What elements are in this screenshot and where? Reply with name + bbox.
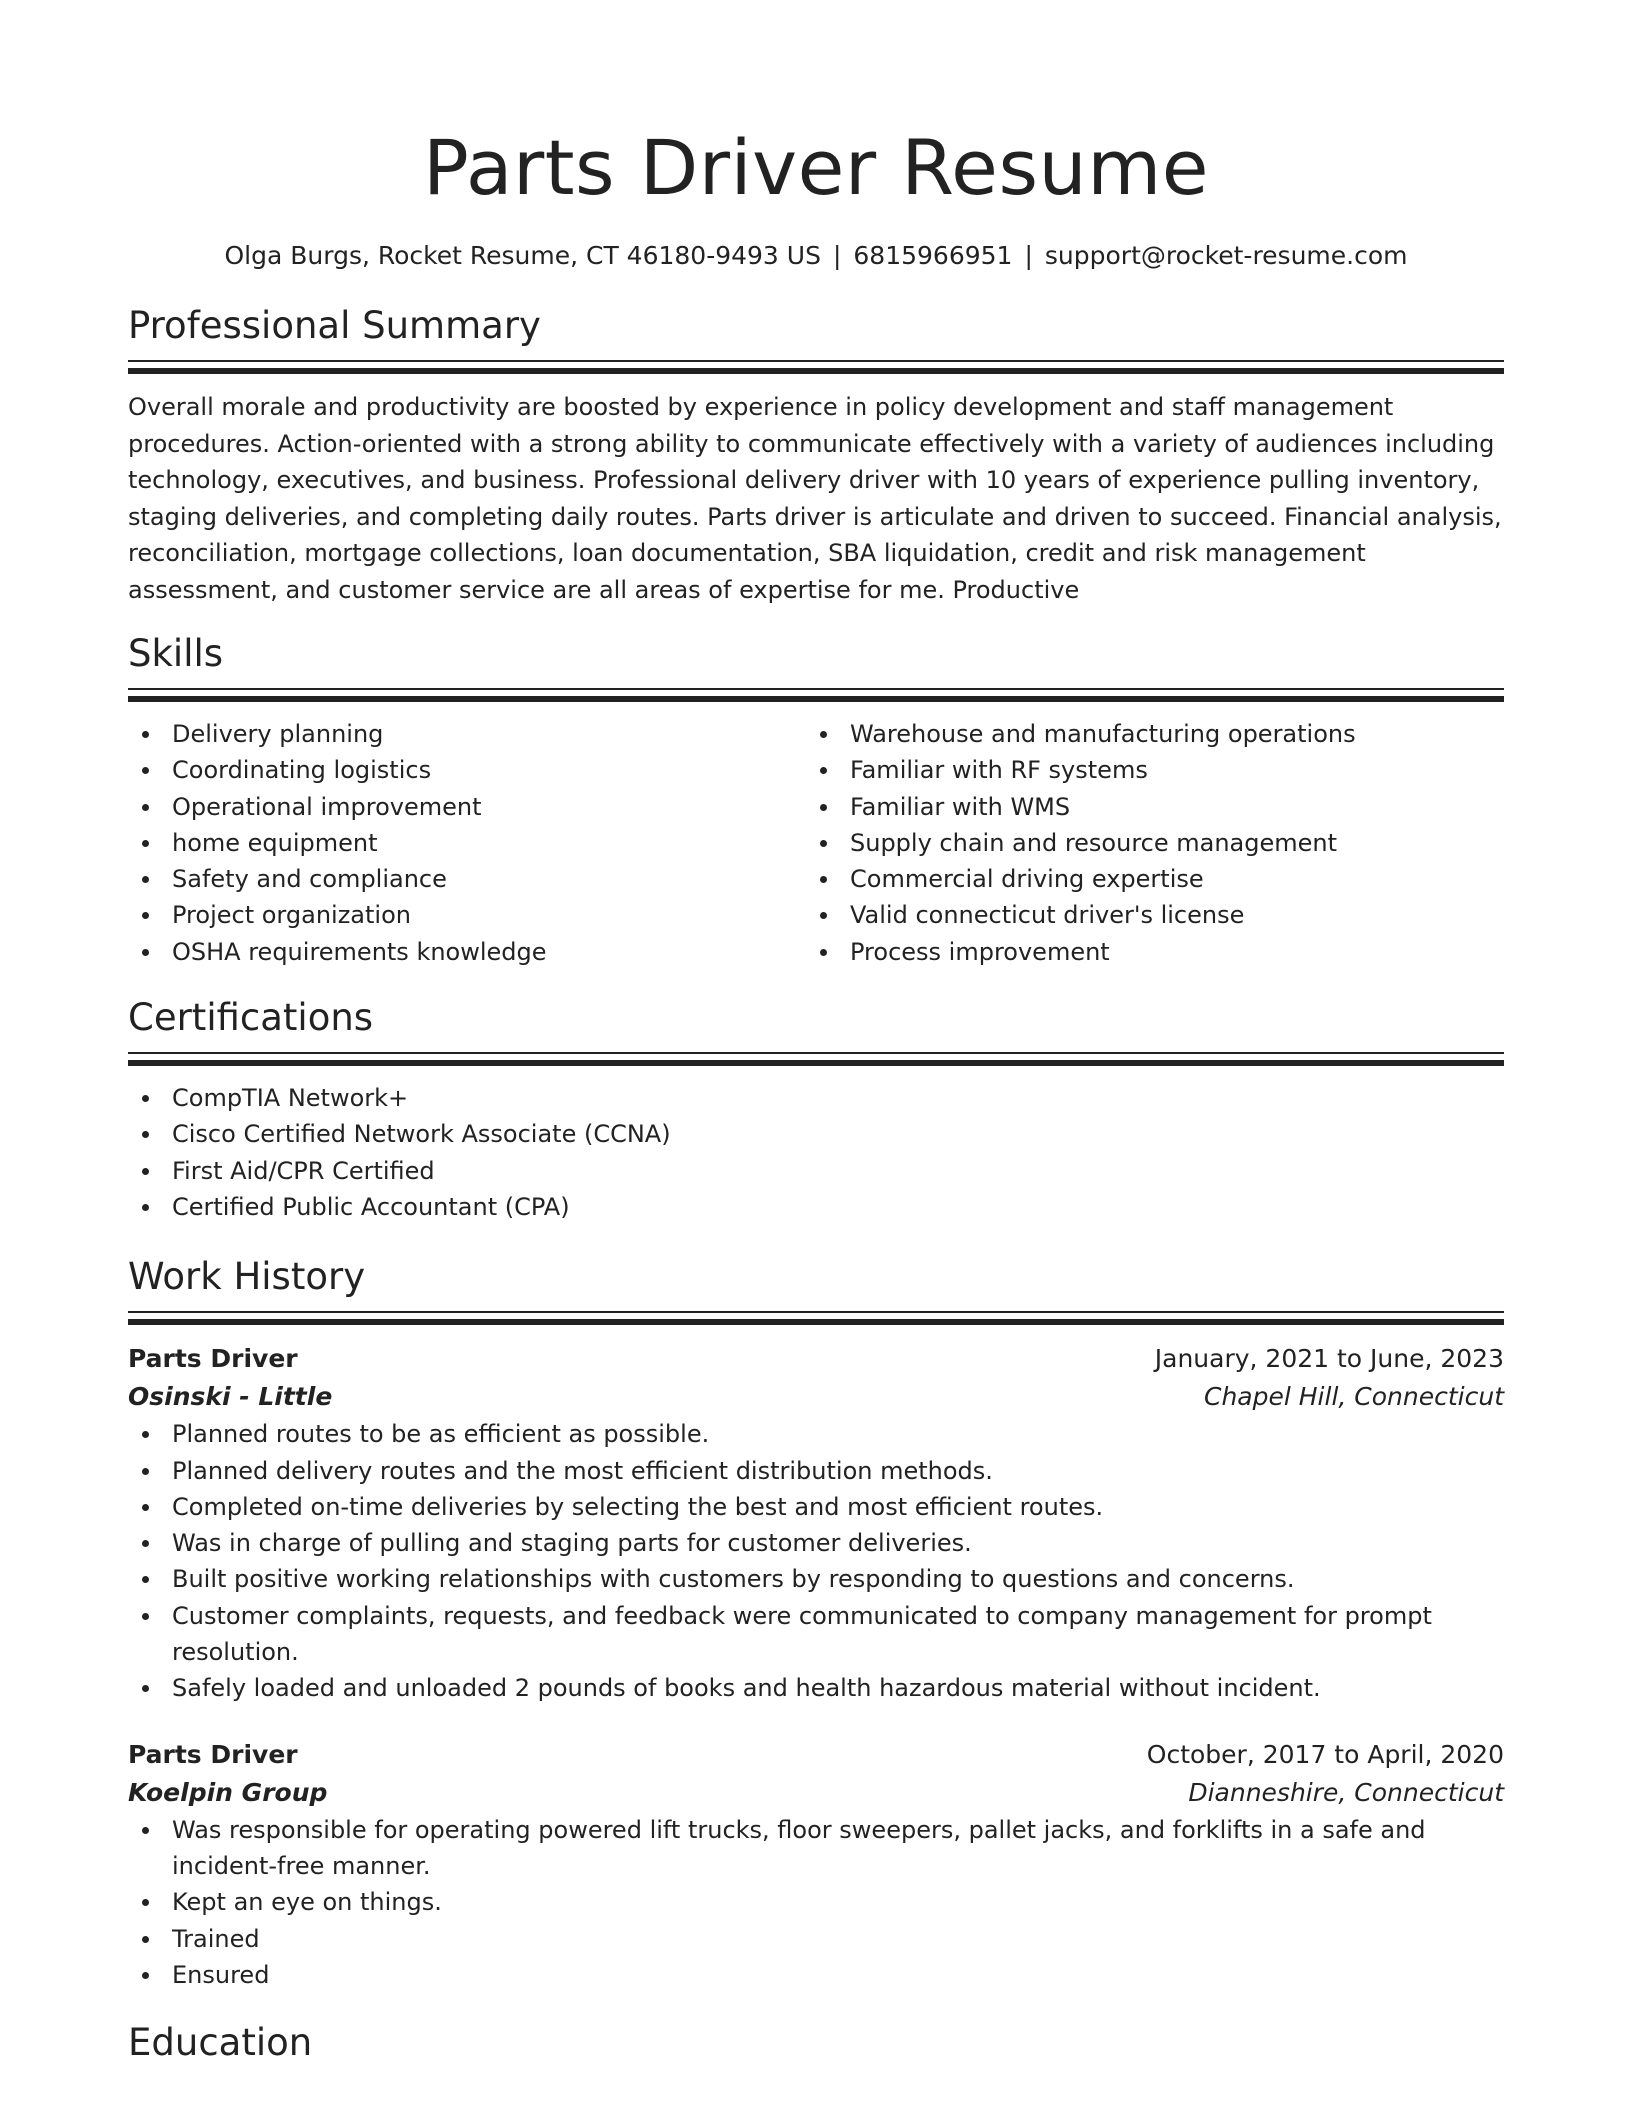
job-header (128, 1736, 1504, 1774)
skill-item: Familiar with RF systems (806, 752, 1484, 788)
job-dates: January, 2021 to June, 2023 (1154, 1344, 1504, 1374)
job-duty-item: Ensured (128, 1957, 1504, 1993)
section-heading-education: Education (128, 2021, 313, 2065)
contact-separator: | (1024, 241, 1033, 270)
contact-address: Olga Burgs, Rocket Resume, CT 46180-9493 US (224, 241, 821, 270)
job-duty-item: Was responsible for operating powered lift trucks, floor sweepers, pallet jacks, and forklifts in a safe and incident-free manner. (128, 1812, 1504, 1885)
section-heading-skills: Skills (128, 632, 224, 675)
section-heading-work-history: Work History (128, 1255, 366, 1299)
job-subheader (128, 1378, 1504, 1416)
resume-title: Parts Driver Resume (422, 123, 1209, 212)
job-subheader (128, 1774, 1504, 1812)
job-dates: October, 2017 to April, 2020 (1146, 1739, 1504, 1769)
contact-email: support@rocket-resume.com (1044, 241, 1408, 270)
job-duties-list (128, 1812, 1504, 1993)
job-company: Koelpin Group (128, 1777, 328, 1807)
skill-item: Coordinating logistics (128, 752, 806, 788)
job-duty-item: Built positive working relationships with customers by responding to questions and concerns. (128, 1561, 1504, 1597)
skill-item: Process improvement (806, 934, 1484, 970)
skills-list-right (806, 716, 1484, 970)
job-title: Parts Driver (128, 1739, 298, 1769)
job-duty-item: Planned delivery routes and the most efficient distribution methods. (128, 1453, 1504, 1489)
education-section (128, 2019, 1504, 2067)
job-company: Osinski - Little (128, 1382, 333, 1412)
job-duty-item: Trained (128, 1921, 1504, 1957)
job-duty-item: Was in charge of pulling and staging parts for customer deliveries. (128, 1525, 1504, 1561)
certification-item: First Aid/CPR Certified (128, 1153, 1504, 1189)
section-divider (128, 1311, 1504, 1324)
skill-item: Supply chain and resource management (806, 825, 1484, 861)
certification-item: Cisco Certified Network Associate (CCNA) (128, 1116, 1504, 1152)
skill-item: Delivery planning (128, 716, 806, 752)
skill-item: Valid connecticut driver's license (806, 897, 1484, 933)
job-duty-item: Safely loaded and unloaded 2 pounds of books and health hazardous material without incident. (128, 1670, 1504, 1706)
job-duty-item: Completed on-time deliveries by selecting the best and most efficient routes. (128, 1489, 1504, 1525)
skill-item: Warehouse and manufacturing operations (806, 716, 1484, 752)
skills-grid (128, 716, 1504, 970)
certification-item: Certified Public Accountant (CPA) (128, 1189, 1504, 1225)
job-location: Dianneshire, Connecticut (1188, 1777, 1504, 1807)
job-location: Chapel Hill, Connecticut (1204, 1382, 1504, 1412)
skills-list-left (128, 716, 806, 970)
certifications-section (128, 994, 1504, 1225)
section-divider (128, 688, 1504, 701)
contact-separator: | (832, 241, 842, 270)
skills-section (128, 630, 1504, 970)
summary-section (128, 302, 1504, 608)
skill-item: OSHA requirements knowledge (128, 934, 806, 970)
resume-page (128, 0, 1504, 2067)
job-duty-item: Customer complaints, requests, and feedback were communicated to company management for prompt resolution. (128, 1598, 1504, 1671)
summary-text: Overall morale and productivity are boosted by experience in policy development and staff management procedures. Action-oriented with a strong ability to communicate effectively with a variety of audiences including technology, executives, and business. Professional delivery driver with 10 years of experience pulling inventory, staging deliveries, and completing daily routes. Parts driver is articulate and driven to succeed. Financial analysis, reconciliation, mortgage collections, loan documentation, SBA liquidation, credit and risk management assessment, and customer service are all areas of expertise for me. Productive (128, 393, 1502, 604)
contact-line (128, 238, 1504, 274)
section-heading-summary: Professional Summary (128, 304, 541, 347)
skill-item: Familiar with WMS (806, 789, 1484, 825)
job-duties-list (128, 1416, 1504, 1706)
skill-item: Safety and compliance (128, 861, 806, 897)
skill-item: home equipment (128, 825, 806, 861)
section-divider (128, 360, 1504, 373)
skill-item: Project organization (128, 897, 806, 933)
certification-item: CompTIA Network+ (128, 1080, 1504, 1116)
certifications-list (128, 1080, 1504, 1225)
job-duty-item: Planned routes to be as efficient as possible. (128, 1416, 1504, 1452)
job-entry (128, 1736, 1504, 1993)
section-heading-certifications: Certifications (128, 996, 374, 1040)
job-header (128, 1340, 1504, 1378)
job-duty-item: Kept an eye on things. (128, 1884, 1504, 1920)
job-title: Parts Driver (128, 1344, 298, 1374)
skill-item: Operational improvement (128, 789, 806, 825)
contact-phone: 6815966951 (853, 241, 1013, 270)
work-history-section (128, 1253, 1504, 1993)
section-divider (128, 1052, 1504, 1065)
job-entry (128, 1340, 1504, 1706)
skill-item: Commercial driving expertise (806, 861, 1484, 897)
